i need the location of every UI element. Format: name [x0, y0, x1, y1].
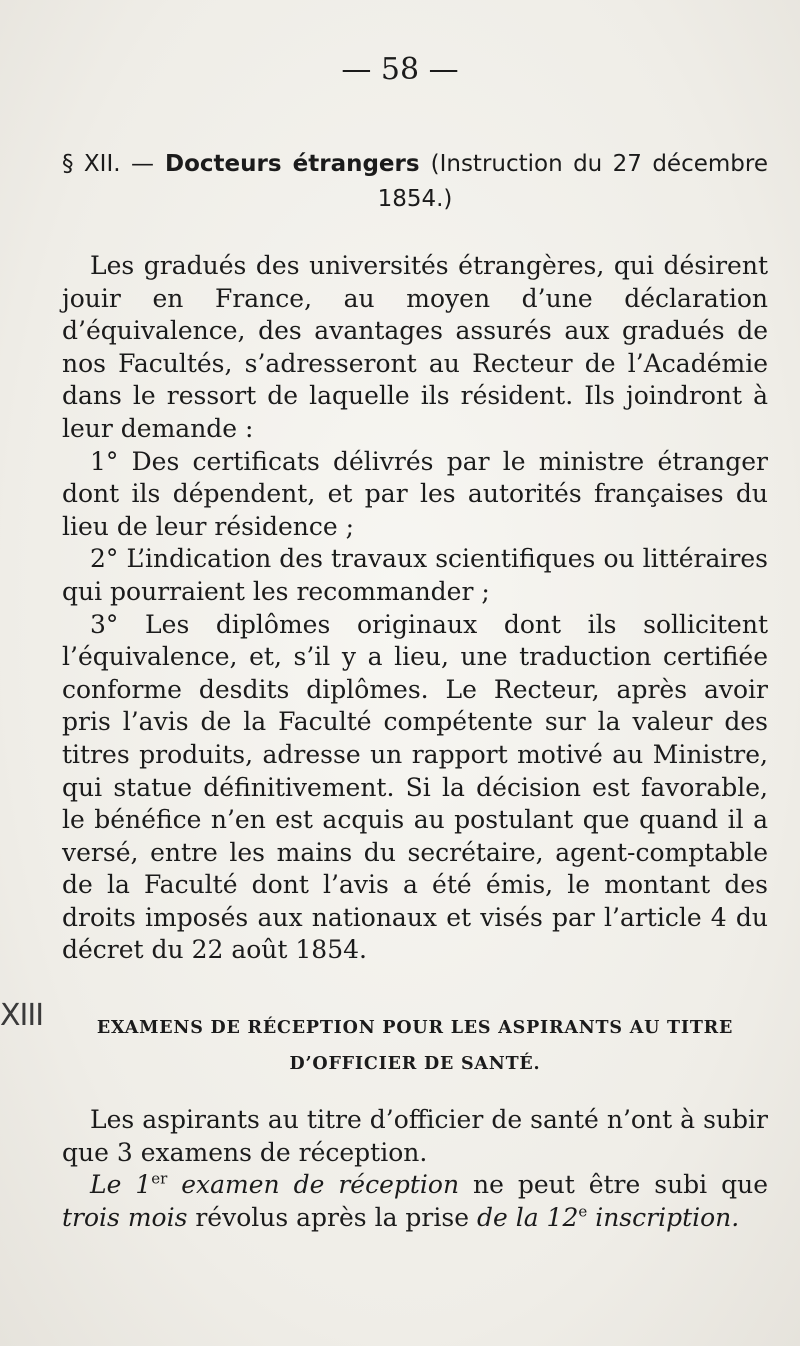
list-item: 3° Les diplômes originaux dont ils sollicitent l’équivalence, et, s’il y a lieu, une traduction certifiée conforme desdits diplômes. Le Recteur, après avoir pris l’avis de la Faculté compétente sur la valeur des titres produits, adresse un rapport motivé au Ministre, qui statue définitivement. Si la décision est favorable, le bénéfice n’en est acquis au postulant que quand il a versé, entre les mains du secrétaire, agent-comptable de la Faculté dont l’avis a été émis, le montant des droits imposés aux nationaux et visés par l’article 4 du décret du 22 août 1854.: [62, 609, 768, 965]
exam-section-heading: [62, 1010, 768, 1082]
exam-heading-line: EXAMENS DE RÉCEPTION POUR LES ASPIRANTS AU TITRE: [96, 1018, 734, 1038]
section-heading: [62, 146, 768, 216]
list-item: 1° Des certificats délivrés par le ministre étranger dont ils dépendent, et par les autorités françaises du lieu de leur résidence ;: [62, 446, 768, 541]
exam-body: [62, 1104, 768, 1234]
main-body: [62, 250, 768, 967]
list-item: 2° L’indication des travaux scientifiques ou littéraires qui pourraient les recommander ;: [62, 544, 768, 606]
exam-heading-line: D’OFFICIER DE SANTÉ.: [289, 1054, 541, 1074]
emphasis-text: trois mois: [62, 1202, 188, 1232]
emphasis-text: de la 12: [476, 1202, 579, 1232]
section-label: § XII. —: [62, 151, 154, 177]
emphasis-text: examen de réception: [167, 1170, 460, 1200]
margin-annotation: XIII: [0, 998, 44, 1033]
section-title: Docteurs étrangers: [165, 151, 420, 177]
superscript: e: [578, 1202, 588, 1221]
body-text: révolus après la prise: [187, 1202, 477, 1232]
section-dates: (Instruction du 27 décembre 1854.): [377, 151, 768, 212]
exam-paragraph: [62, 1169, 768, 1234]
body-text: ne peut être subi que: [459, 1170, 769, 1200]
emphasis-text: Le 1: [90, 1170, 152, 1200]
superscript: er: [151, 1169, 168, 1188]
intro-paragraph: Les gradués des universités étrangères, qui désirent jouir en France, au moyen d’une déclaration d’équivalence, des avantages assurés aux gradués de nos Facultés, s’adresseront au Recteur de l’Académie dans le ressort de laquelle ils résident. Ils joindront à leur demande :: [62, 251, 768, 443]
emphasis-text: inscription.: [587, 1202, 740, 1232]
page-number: — 58 —: [341, 52, 459, 87]
exam-paragraph: Les aspirants au titre d’officier de santé n’ont à subir que 3 examens de réception.: [62, 1105, 768, 1167]
